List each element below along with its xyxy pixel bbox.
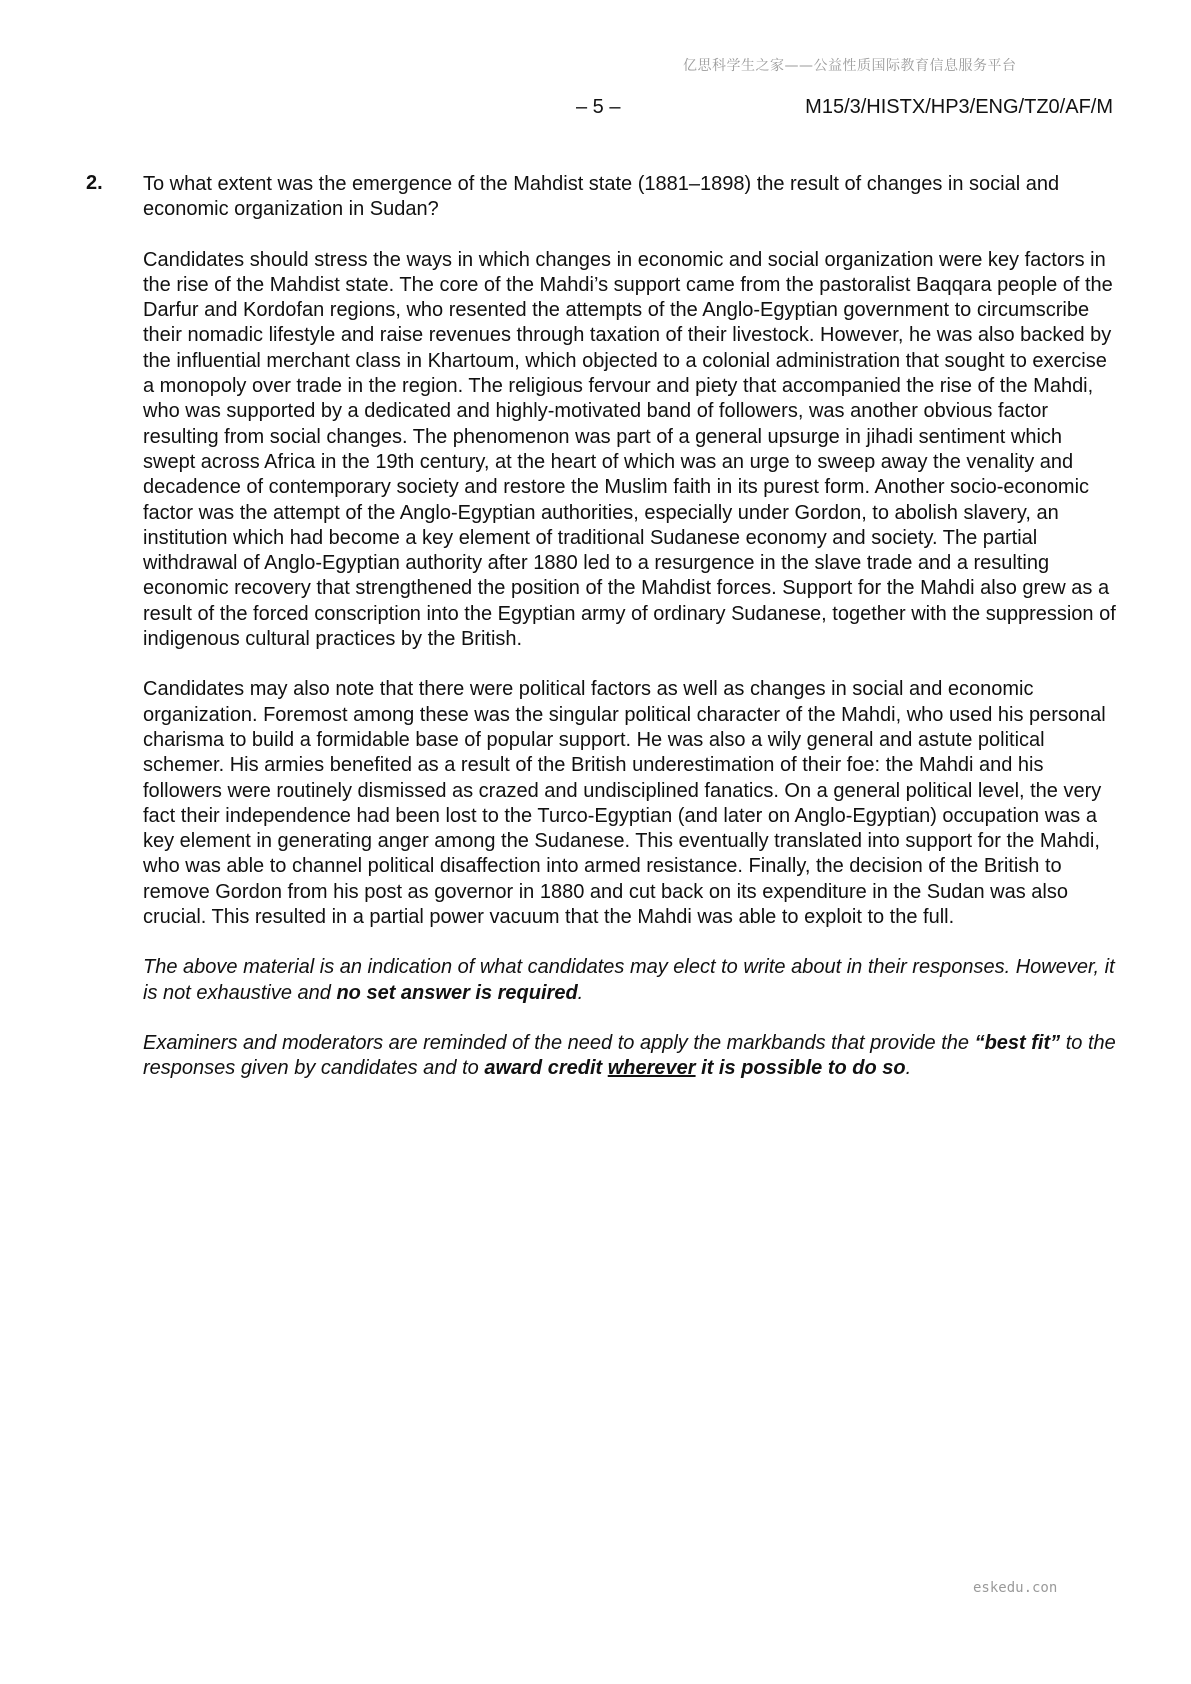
question-number: 2. <box>86 172 103 194</box>
note-indication-bold: no set answer is required <box>336 981 578 1004</box>
page-number: – 5 – <box>576 96 621 118</box>
note-examiners-possible: it is possible to do so <box>695 1057 906 1080</box>
note-examiners-text-2: to the responses given by candidates and to <box>143 1031 1116 1080</box>
note-indication-text: The above material is an indication of what candidates may elect to write about in their responses. However, it is not exhaustive and <box>143 956 1115 1004</box>
footer-watermark: eskedu.con <box>973 1580 1058 1596</box>
document-code: M15/3/HISTX/HP3/ENG/TZ0/AF/M <box>805 96 1113 118</box>
note-examiners <box>143 1031 1118 1082</box>
note-indication-end: . <box>577 981 584 1004</box>
note-examiners-text-1: Examiners and moderators are reminded of the need to apply the markbands that provide the <box>143 1031 975 1054</box>
note-examiners-best-fit: “best fit” <box>974 1031 1061 1054</box>
paragraph-political: Candidates may also note that there were political factors as well as changes in social and economic organization. Foremost among these was the singular political character of the Mahdi, who used his personal charisma to build a formidable base of popular support. He was also a wily general and astute political schemer. His armies benefited as a result of the British underestimation of their foe: the Mahdi and his followers were routinely dismissed as crazed and undisciplined fanatics. On a general political level, the very fact their independence had been lost to the Turco-Egyptian (and later on Anglo-Egyptian) occupation was a key element in generating anger among the Sudanese. This eventually translated into support for the Mahdi, who was able to channel political disaffection into armed resistance. Finally, the decision of the British to remove Gordon from his post as governor in 1880 and cut back on its expenditure in the Sudan was also crucial. This resulted in a partial power vacuum that the Mahdi was able to exploit to the full. <box>143 678 1106 929</box>
note-examiners-wherever: wherever <box>607 1057 696 1080</box>
note-examiners-award-credit: award credit <box>484 1057 608 1080</box>
question-content <box>143 172 1118 1107</box>
note-examiners-end: . <box>905 1057 912 1080</box>
note-indication <box>143 955 1118 1006</box>
paragraph-social-economic: Candidates should stress the ways in which changes in economic and social organization were key factors in the rise of the Mahdist state. The core of the Mahdi’s support came from the pastoralist Baqqara people of the Darfur and Kordofan regions, who resented the attempts of the Anglo-Egyptian government to circumscribe their nomadic lifestyle and raise revenues through taxation of their livestock. However, he was also backed by the influential merchant class in Khartoum, which objected to a colonial administration that sought to exercise a monopoly over trade in the region. The religious fervour and piety that accompanied the rise of the Mahdi, who was supported by a dedicated and highly-motivated band of followers, was another obvious factor resulting from social changes. The phenomenon was part of a general upsurge in jihadi sentiment which swept across Africa in the 19th century, at the heart of which was an urge to sweep away the venality and decadence of contemporary society and restore the Muslim faith in its purest form. Another socio-economic factor was the attempt of the Anglo-Egyptian authorities, especially under Gordon, to abolish slavery, an institution which had become a key element of traditional Sudanese economy and society. The partial withdrawal of Anglo-Egyptian authority after 1880 led to a resurgence in the slave trade and a resulting economic recovery that strengthened the position of the Mahdist forces. Support for the Mahdi also grew as a result of the forced conscription into the Egyptian army of ordinary Sudanese, together with the suppression of indigenous cultural practices by the British. <box>143 248 1116 651</box>
header-watermark: 亿思科学生之家——公益性质国际教育信息服务平台 <box>683 58 1017 74</box>
question-text: To what extent was the emergence of the Mahdist state (1881–1898) the result of changes in social and economic organization in Sudan? <box>143 173 1060 221</box>
